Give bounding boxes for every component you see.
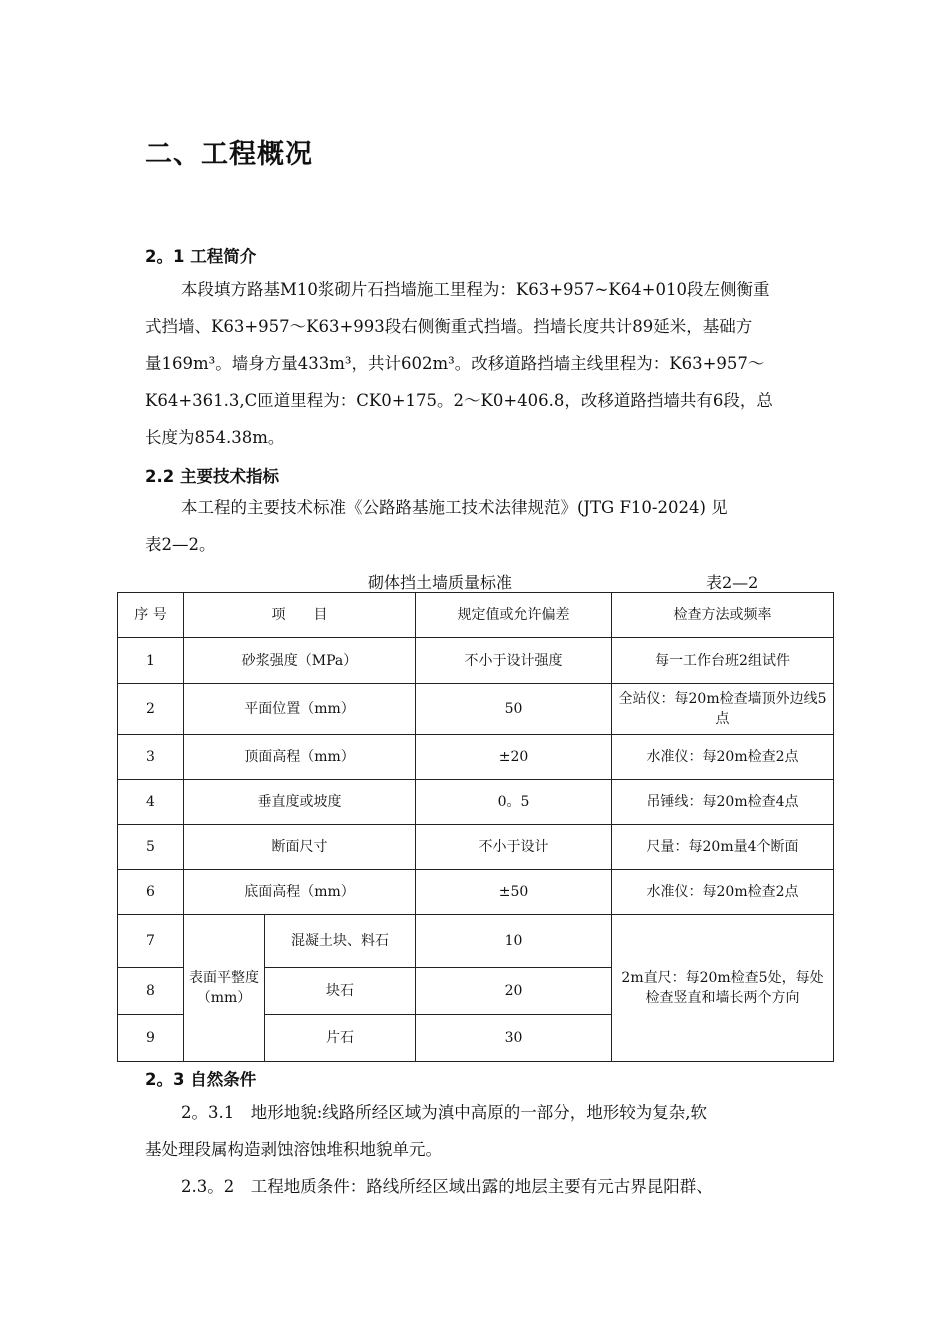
table-number: 表2—2 <box>706 573 759 592</box>
cell-value: ±20 <box>416 735 612 780</box>
cell-value: 10 <box>416 915 612 968</box>
cell-sub-item: 片石 <box>265 1015 416 1062</box>
cell-no: 7 <box>118 915 184 968</box>
table-row <box>118 638 834 684</box>
cell-no: 2 <box>118 684 184 735</box>
cell-value: 0。5 <box>416 780 612 825</box>
cell-no: 9 <box>118 1015 184 1062</box>
cell-no: 5 <box>118 825 184 870</box>
cell-sub-item: 块石 <box>265 968 416 1015</box>
text-line: 本工程的主要技术标准《公路路基施工技术法律规范》(JTG F10-2024) 见 <box>181 498 728 517</box>
cell-value: 不小于设计 <box>416 825 612 870</box>
header-cell: 序 号 <box>118 593 184 638</box>
table-row <box>118 825 834 870</box>
table-row <box>118 915 834 968</box>
table-caption: 砌体挡土墙质量标准 <box>368 573 513 592</box>
cell-method: 吊锤线：每20m检查4点 <box>612 780 834 825</box>
cell-item: 垂直度或坡度 <box>184 780 416 825</box>
text-line: 本段填方路基M10浆砌片石挡墙施工里程为：K63+957~K64+010段左侧衡重 <box>181 280 770 299</box>
paragraph-2-2 <box>145 489 810 563</box>
cell-item: 平面位置（mm） <box>184 684 416 735</box>
text-line: K64+361.3,C匝道里程为：CK0+175。2～K0+406.8，改移道路挡墙共有6段，总 <box>145 391 773 410</box>
cell-group-label: 表面平整度（mm） <box>184 915 265 1062</box>
cell-no: 6 <box>118 870 184 915</box>
cell-item: 断面尺寸 <box>184 825 416 870</box>
cell-item: 底面高程（mm） <box>184 870 416 915</box>
text-line: 式挡墙、K63+957～K63+993段右侧衡重式挡墙。挡墙长度共计89延米，基础方 <box>145 317 753 336</box>
text-line: 基处理段属构造剥蚀溶蚀堆积地貌单元。 <box>145 1140 442 1159</box>
table-row <box>118 870 834 915</box>
header-cell: 检查方法或频率 <box>612 593 834 638</box>
cell-value: ±50 <box>416 870 612 915</box>
heading-2-3: 2。3 自然条件 <box>145 1070 257 1089</box>
cell-value: 30 <box>416 1015 612 1062</box>
cell-method: 尺量：每20m量4个断面 <box>612 825 834 870</box>
text-line: 长度为854.38m。 <box>145 428 285 447</box>
cell-no: 1 <box>118 638 184 684</box>
cell-value: 50 <box>416 684 612 735</box>
header-cell: 项 目 <box>184 593 416 638</box>
cell-sub-item: 混凝土块、料石 <box>265 915 416 968</box>
text-line: 表2—2。 <box>145 535 216 554</box>
paragraph-2-1 <box>145 271 810 456</box>
quality-standard-table <box>117 592 834 1062</box>
cell-value: 20 <box>416 968 612 1015</box>
table-row <box>118 684 834 735</box>
text-line: 2.3。2 工程地质条件：路线所经区域出露的地层主要有元古界昆阳群、 <box>181 1177 713 1196</box>
cell-method: 水准仪：每20m检查2点 <box>612 735 834 780</box>
cell-group-method: 2m直尺：每20m检查5处，每处检查竖直和墙长两个方向 <box>612 915 834 1062</box>
heading-2-2: 2.2 主要技术指标 <box>145 467 279 486</box>
cell-item: 顶面高程（mm） <box>184 735 416 780</box>
cell-no: 8 <box>118 968 184 1015</box>
text-line: 量169m³。墙身方量433m³，共计602m³。改移道路挡墙主线里程为：K63+957～ <box>145 354 765 373</box>
table-header-row <box>118 593 834 638</box>
cell-item: 砂浆强度（MPa） <box>184 638 416 684</box>
paragraph-2-3 <box>145 1094 810 1205</box>
cell-method: 全站仪：每20m检查墙顶外边线5点 <box>612 684 834 735</box>
table-row <box>118 735 834 780</box>
cell-no: 3 <box>118 735 184 780</box>
heading-2-1: 2。1 工程简介 <box>145 247 257 266</box>
cell-method: 每一工作台班2组试件 <box>612 638 834 684</box>
header-cell: 规定值或允许偏差 <box>416 593 612 638</box>
cell-value: 不小于设计强度 <box>416 638 612 684</box>
cell-no: 4 <box>118 780 184 825</box>
section-title: 二、工程概况 <box>145 139 313 170</box>
cell-method: 水准仪：每20m检查2点 <box>612 870 834 915</box>
text-line: 2。3.1 地形地貌:线路所经区域为滇中高原的一部分，地形较为复杂,软 <box>181 1103 708 1122</box>
table-row <box>118 780 834 825</box>
